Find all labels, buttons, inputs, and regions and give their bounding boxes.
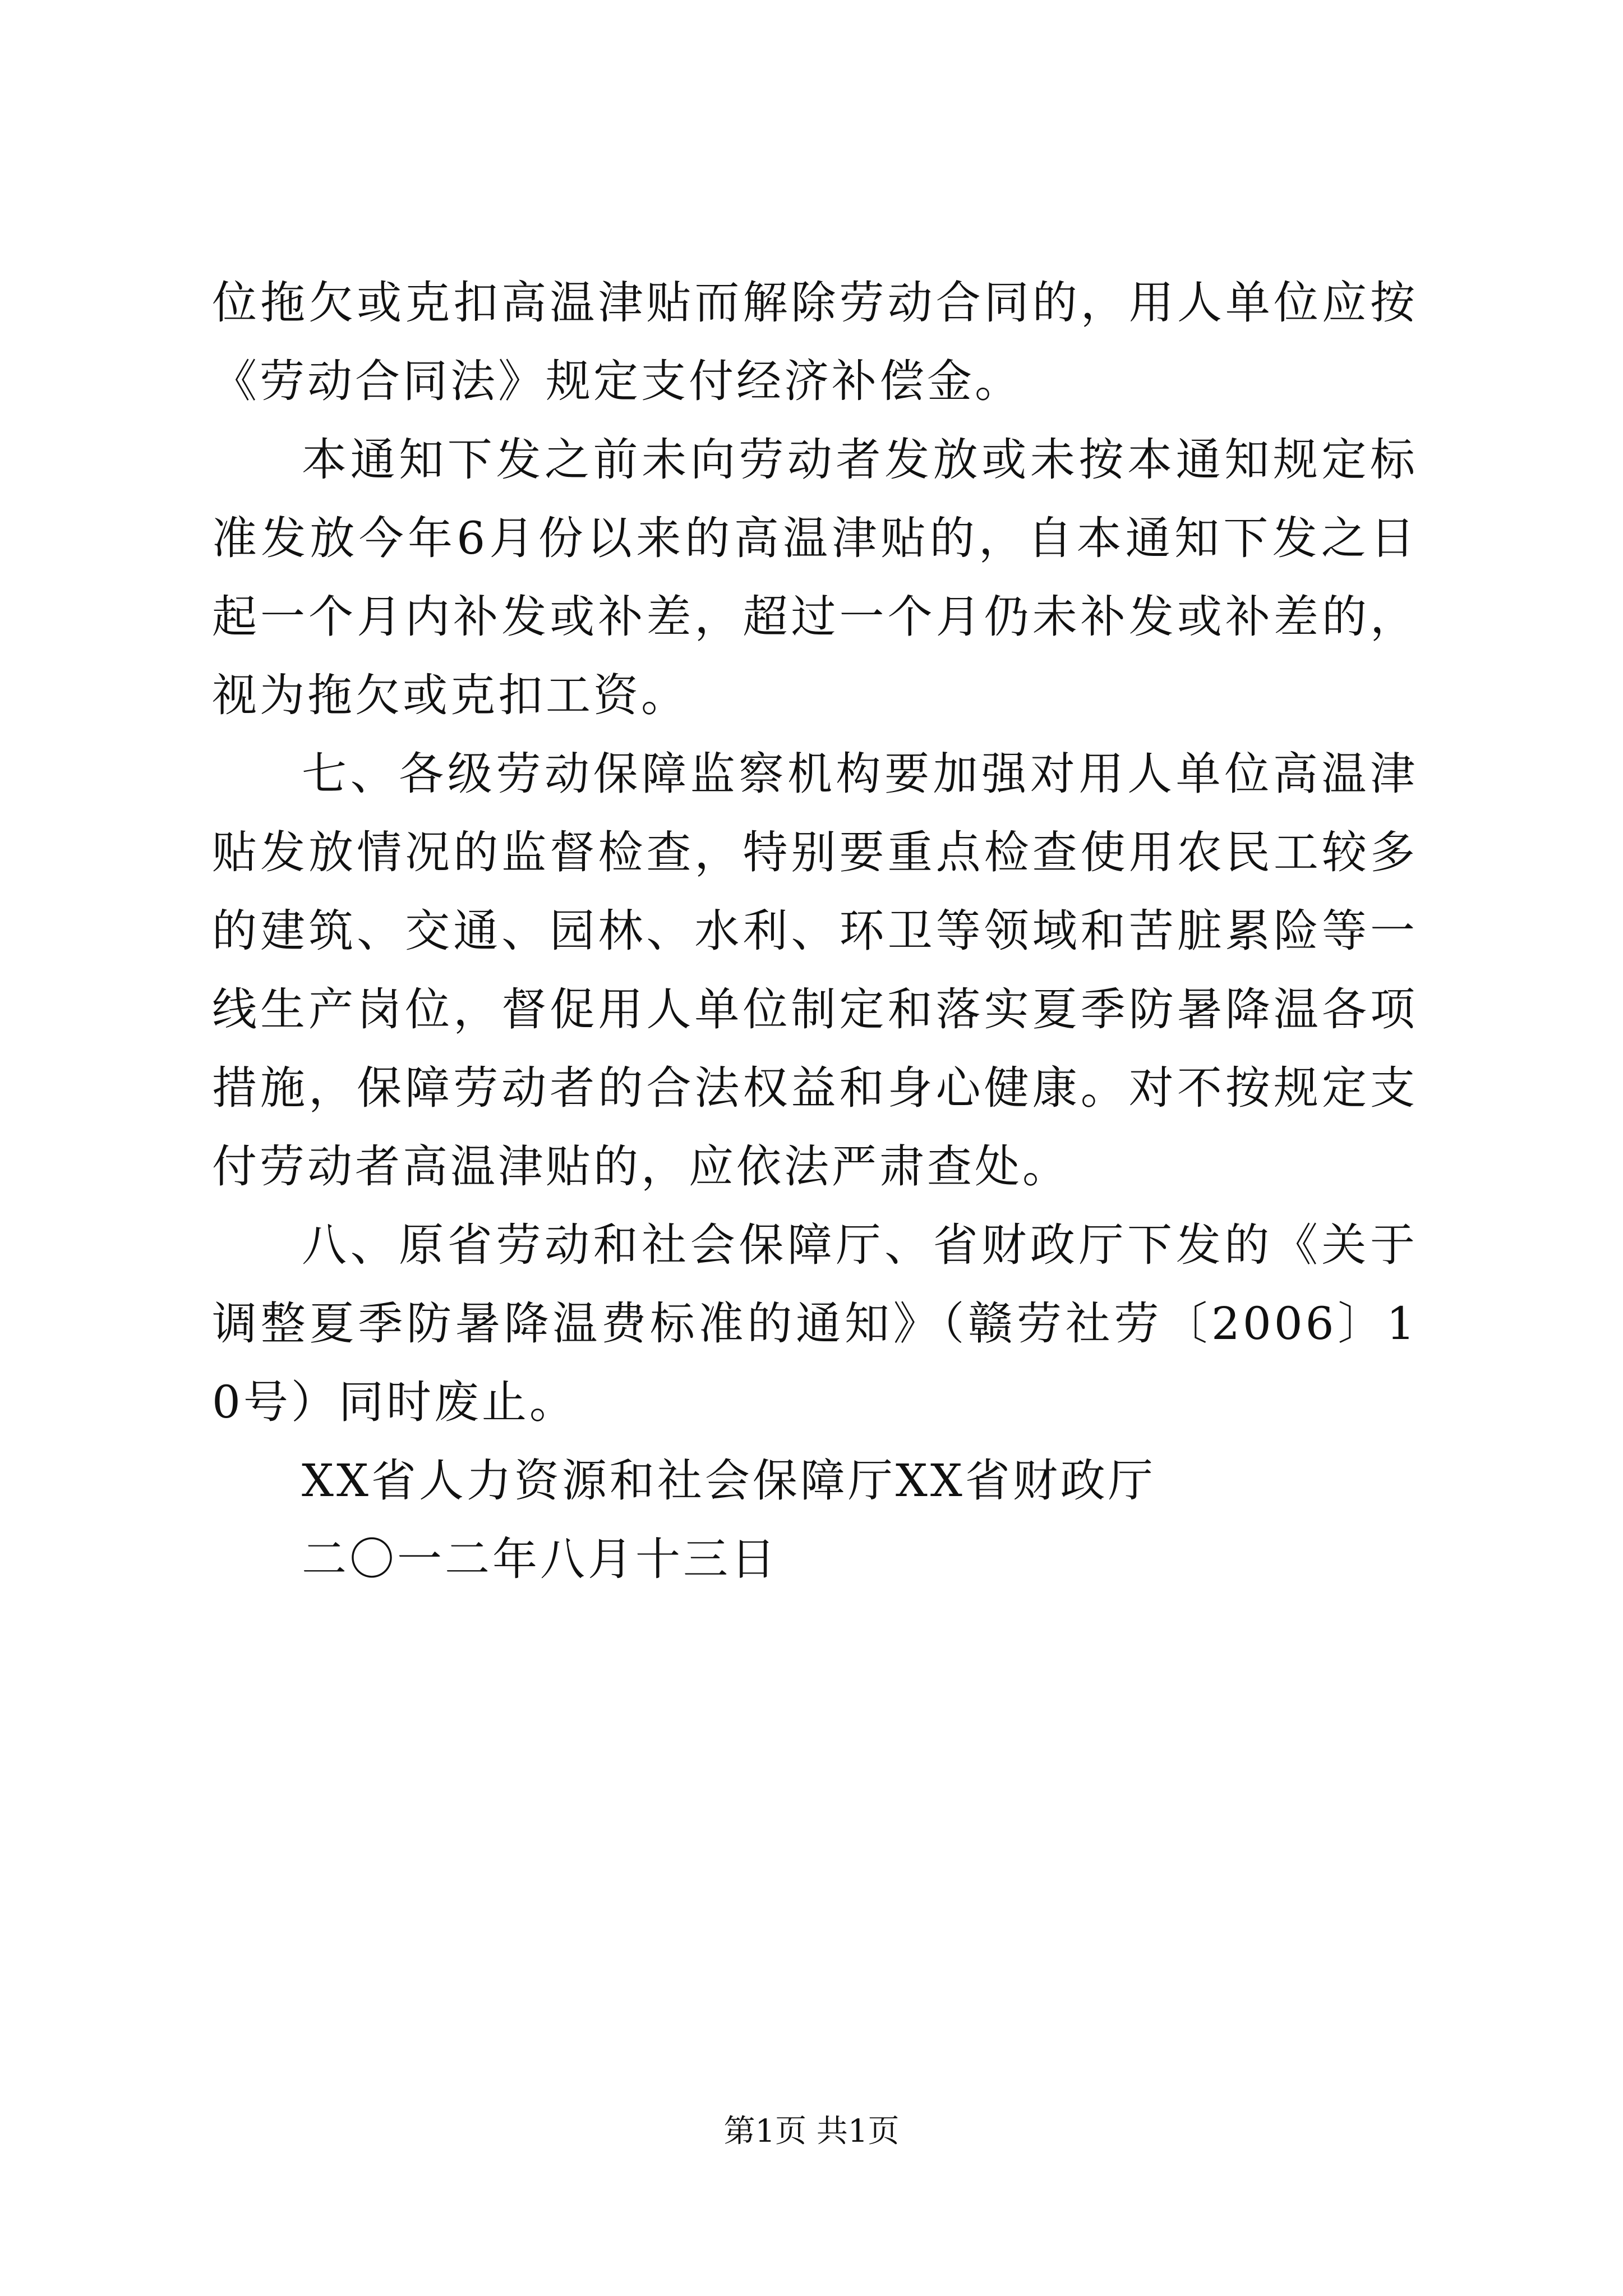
document-body [212, 264, 1418, 1599]
paragraph-continuation: 位拖欠或克扣高温津贴而解除劳动合同的，用人单位应按《劳动合同法》规定支付经济补偿金。 [212, 277, 1418, 407]
signatories: XX省人力资源和社会保障厅XX省财政厅 [302, 1455, 1156, 1507]
paragraph-item-eight: 八、原省劳动和社会保障厅、省财政厅下发的《关于调整夏季防暑降温费标准的通知》（赣劳社劳〔2006〕10号）同时废止。 [212, 1219, 1418, 1428]
paragraph-back-pay: 本通知下发之前未向劳动者发放或未按本通知规定标准发放今年6月份以来的高温津贴的，自本通知下发之日起一个月内补发或补差，超过一个月仍未补发或补差的，视为拖欠或克扣工资。 [212, 434, 1418, 721]
paragraph-item-seven: 七、各级劳动保障监察机构要加强对用人单位高温津贴发放情况的监督检查，特别要重点检查使用农民工较多的建筑、交通、园林、水利、环卫等领域和苦脏累险等一线生产岗位，督促用人单位制定和落实夏季防暑降温各项措施，保障劳动者的合法权益和身心健康。对不按规定支付劳动者高温津贴的，应依法严肃查处。 [212, 748, 1418, 1193]
issue-date: 二〇一二年八月十三日 [302, 1533, 778, 1585]
page-number-footer: 第1页 共1页 [723, 2113, 900, 2150]
